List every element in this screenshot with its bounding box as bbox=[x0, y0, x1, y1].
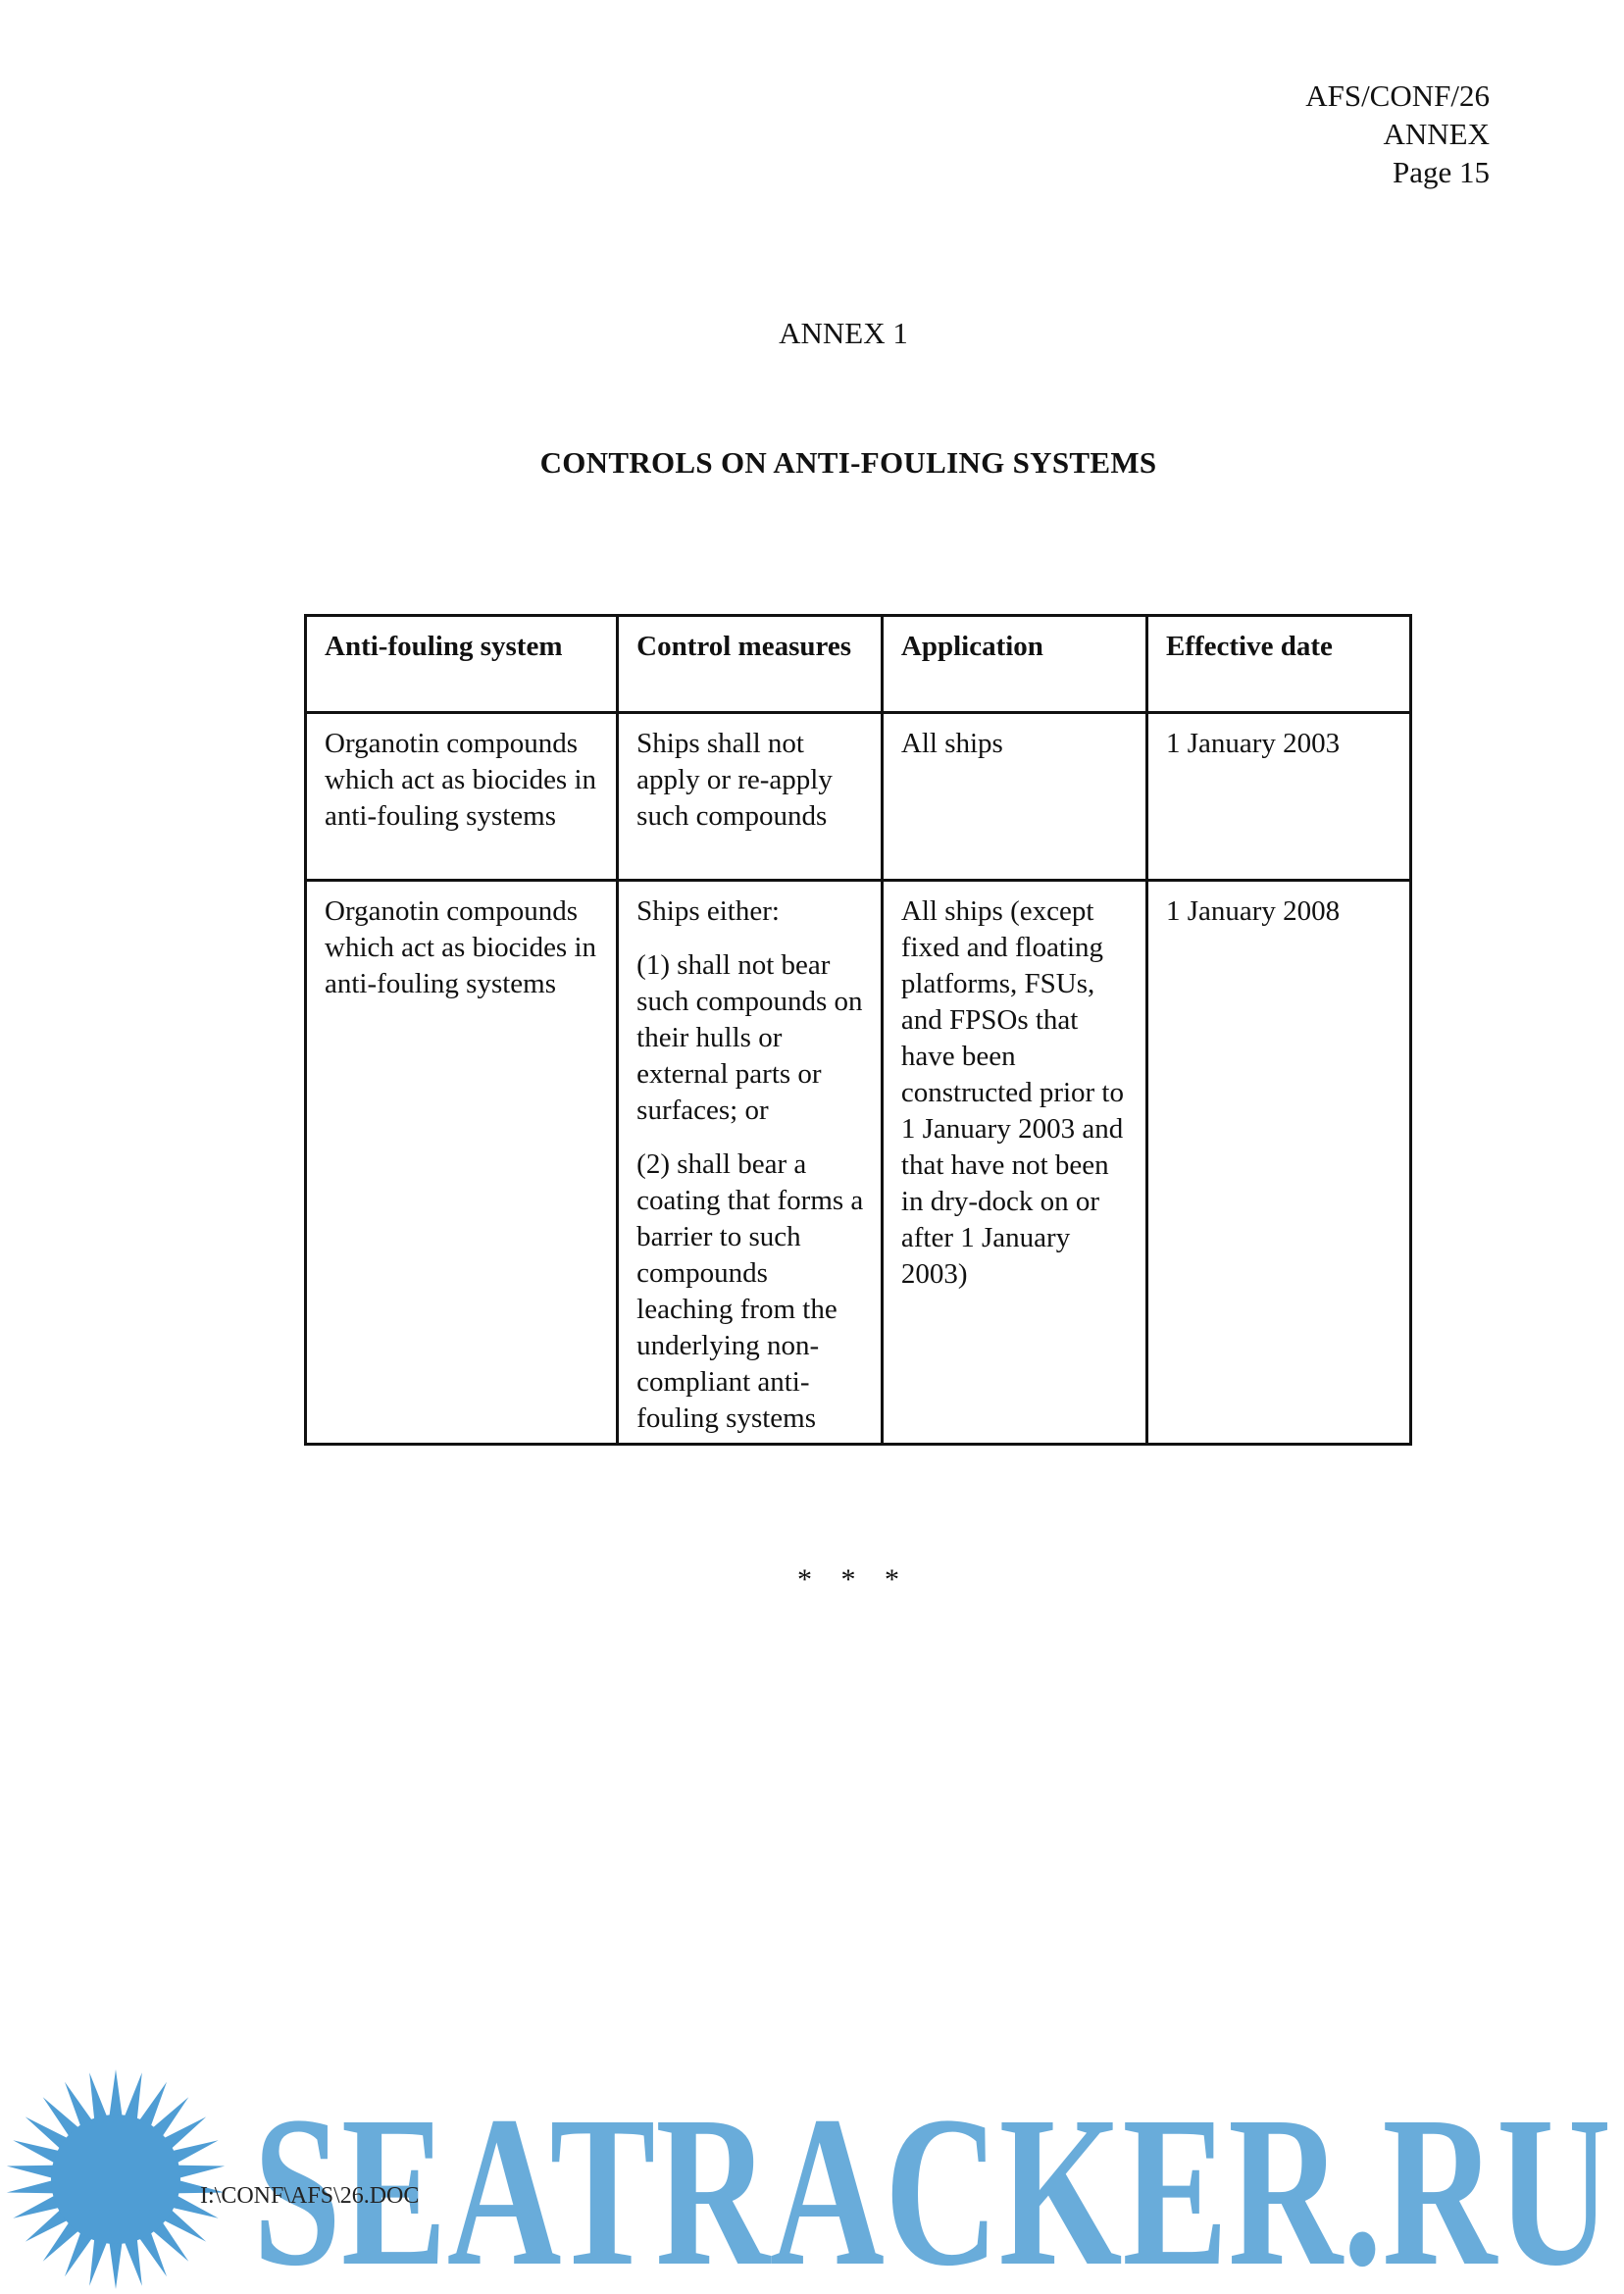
header-control-measures: Control measures bbox=[618, 616, 883, 713]
cell-measures bbox=[618, 881, 883, 1445]
cell-date: 1 January 2008 bbox=[1146, 881, 1410, 1445]
table-row bbox=[306, 713, 1411, 881]
footer-file-path: I:\CONF\AFS\26.DOC bbox=[200, 2183, 420, 2209]
main-title: CONTROLS ON ANTI-FOULING SYSTEMS bbox=[539, 445, 1157, 480]
section-separator: * * * bbox=[797, 1563, 899, 1596]
header-application: Application bbox=[882, 616, 1146, 713]
header-anti-fouling-system: Anti-fouling system bbox=[306, 616, 618, 713]
measure-option-1: (1) shall not bear such compounds on their hulls or external parts or surfaces; or bbox=[636, 949, 863, 1126]
table-row bbox=[306, 881, 1411, 1445]
cell-application: All ships (except fixed and floating platforms, FSUs, and FPSOs that have been constructed prior to 1 January 2003 and that have not been in dry-dock on or after 1 January 2003) bbox=[882, 881, 1146, 1445]
watermark bbox=[0, 2069, 1624, 2294]
cell-system: Organotin compounds which act as biocides in anti-fouling systems bbox=[306, 881, 618, 1445]
section-label: ANNEX bbox=[1383, 117, 1490, 151]
header-effective-date: Effective date bbox=[1146, 616, 1410, 713]
table-header-row bbox=[306, 616, 1411, 713]
annex-title: ANNEX 1 bbox=[779, 316, 908, 350]
document-header bbox=[1305, 76, 1490, 191]
watermark-text: SEATRACKER.RU bbox=[253, 2071, 1611, 2294]
measure-intro: Ships either: bbox=[636, 895, 780, 927]
cell-application: All ships bbox=[882, 713, 1146, 881]
cell-date: 1 January 2003 bbox=[1146, 713, 1410, 881]
controls-table bbox=[304, 614, 1412, 1446]
measure-option-2: (2) shall bear a coating that forms a barrier to such compounds leaching from the underlying non-compliant anti-fouling systems bbox=[636, 1148, 864, 1434]
cell-measures bbox=[618, 713, 883, 881]
page-number: Page 15 bbox=[1392, 155, 1490, 189]
document-reference: AFS/CONF/26 bbox=[1305, 78, 1490, 113]
cell-system: Organotin compounds which act as biocides in anti-fouling systems bbox=[306, 713, 618, 881]
measure-text: Ships shall not apply or re-apply such compounds bbox=[636, 728, 833, 832]
sun-burst-icon bbox=[7, 2069, 225, 2289]
